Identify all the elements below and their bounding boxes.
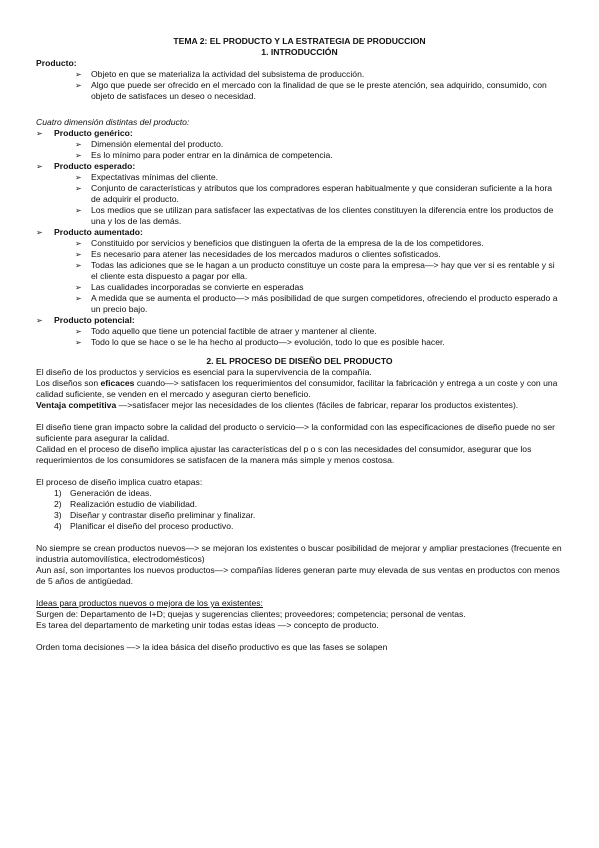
numbered-item: 1) Generación de ideas.	[54, 488, 152, 498]
document-title: TEMA 2: EL PRODUCTO Y LA ESTRATEGIA DE PRODUCCION	[173, 36, 426, 46]
paragraph: Es tarea del departamento de marketing unir todas estas ideas —> concepto de producto.	[36, 620, 379, 630]
bullet-item: ➢ Constituido por servicios y beneficios que distinguen la oferta de la empresa de la de los competidores.	[36, 238, 563, 249]
paragraph: El diseño de los productos y servicios es esencial para la supervivencia de la compañía.	[36, 367, 372, 377]
paragraph: Calidad en el proceso de diseño implica ajustar las características del p o s con las necesidades del consumidor, asegurar que los requerimientos de los consumidores se satisfacen de la manera más simple y menos costosa.	[36, 444, 532, 465]
bullet-item: ➢ A medida que se aumenta el producto—> más posibilidad de que surgen competidores, ofreciendo el producto esperado a un precio bajo.	[36, 293, 563, 315]
producto-aumentado-heading: ➢ Producto aumentado:	[36, 227, 563, 238]
bullet-item: ➢ Es necesario para atener las necesidades de los mercados maduros o clientes sofisticados.	[36, 249, 563, 260]
bullet-item: ➢ Expectativas mínimas del cliente.	[36, 172, 563, 183]
bullet-item: ➢ Todo aquello que tiene un potencial factible de atraer y mantener al cliente.	[36, 326, 563, 337]
bullet-item: ➢ Conjunto de características y atributos que los compradores esperan habitualmente y que consideran suficiente a la hora de adquirir el producto.	[36, 183, 563, 205]
bullet-item: ➢ Es lo mínimo para poder entrar en la dinámica de competencia.	[36, 150, 563, 161]
paragraph: Surgen de: Departamento de I+D; quejas y sugerencias clientes; proveedores; competencia; personal de ventas.	[36, 609, 466, 619]
section-2-heading: 2. EL PROCESO DE DISEÑO DEL PRODUCTO	[206, 356, 393, 366]
producto-generico-heading: ➢ Producto genérico:	[36, 128, 563, 139]
paragraph: No siempre se crean productos nuevos—> se mejoran los existentes o buscar posibilidad de mejorar y ampliar prestaciones (frecuente en industria automovilística, electrodomésticos)	[36, 543, 562, 564]
bullet-item: ➢ Los medios que se utilizan para satisfacer las expectativas de los clientes constituyen la diferencia entre los productos de una y los de las demás.	[36, 205, 563, 227]
producto-label: Producto:	[36, 58, 77, 68]
paragraph: Ventaja competitiva —>satisfacer mejor las necesidades de los clientes (fáciles de fabricar, reparar los productos existentes).	[36, 400, 519, 410]
producto-esperado-heading: ➢ Producto esperado:	[36, 161, 563, 172]
bullet-item: ➢ Algo que puede ser ofrecido en el mercado con la finalidad de que se le preste atención, sea adquirido, consumido, con objeto de satisfaces un deseo o necesidad.	[36, 80, 563, 102]
numbered-item: 4) Planificar el diseño del proceso productivo.	[54, 521, 234, 531]
paragraph: Los diseños son eficaces cuando—> satisfacen los requerimientos del consumidor, facilitar la fabricación y entrega a un coste y con una calidad suficiente, se venden en el mercado y aseguran cierto beneficio.	[36, 378, 558, 399]
bullet-item: ➢ Dimensión elemental del producto.	[36, 139, 563, 150]
bullet-item: ➢ Todo lo que se hace o se le ha hecho al producto—> evolución, todo lo que es posible hacer.	[36, 337, 563, 348]
paragraph: Orden toma decisiones —> la idea básica del diseño productivo es que las fases se solapen	[36, 642, 388, 652]
bullet-item: ➢ Las cualidades incorporadas se convierte en esperadas	[36, 282, 563, 293]
cuatro-dimensiones-label: Cuatro dimensión distintas del producto:	[36, 117, 190, 127]
numbered-item: 3) Diseñar y contrastar diseño preliminar y finalizar.	[54, 510, 256, 520]
bullet-item: ➢ Objeto en que se materializa la actividad del subsistema de producción.	[36, 69, 563, 80]
producto-potencial-heading: ➢ Producto potencial:	[36, 315, 563, 326]
bullet-item: ➢ Todas las adiciones que se le hagan a un producto constituye un coste para la empresa—> hay que ver si es rentable y si el cliente esta dispuesto a pagar por ella.	[36, 260, 563, 282]
numbered-item: 2) Realización estudio de viabilidad.	[54, 499, 198, 509]
paragraph: El diseño tiene gran impacto sobre la calidad del producto o servicio—> la conformidad con las especificaciones de diseño puede no ser suficiente para asegurar la calidad.	[36, 422, 556, 443]
paragraph: El proceso de diseño implica cuatro etapas:	[36, 477, 203, 487]
paragraph: Aun así, son importantes los nuevos productos—> compañías líderes generan parte muy elevada de sus ventas en productos con menos de 5 años de antigüedad.	[36, 565, 560, 586]
section-1-heading: 1. INTRODUCCIÓN	[261, 47, 338, 57]
ideas-heading: Ideas para productos nuevos o mejora de los ya existentes:	[36, 598, 263, 608]
